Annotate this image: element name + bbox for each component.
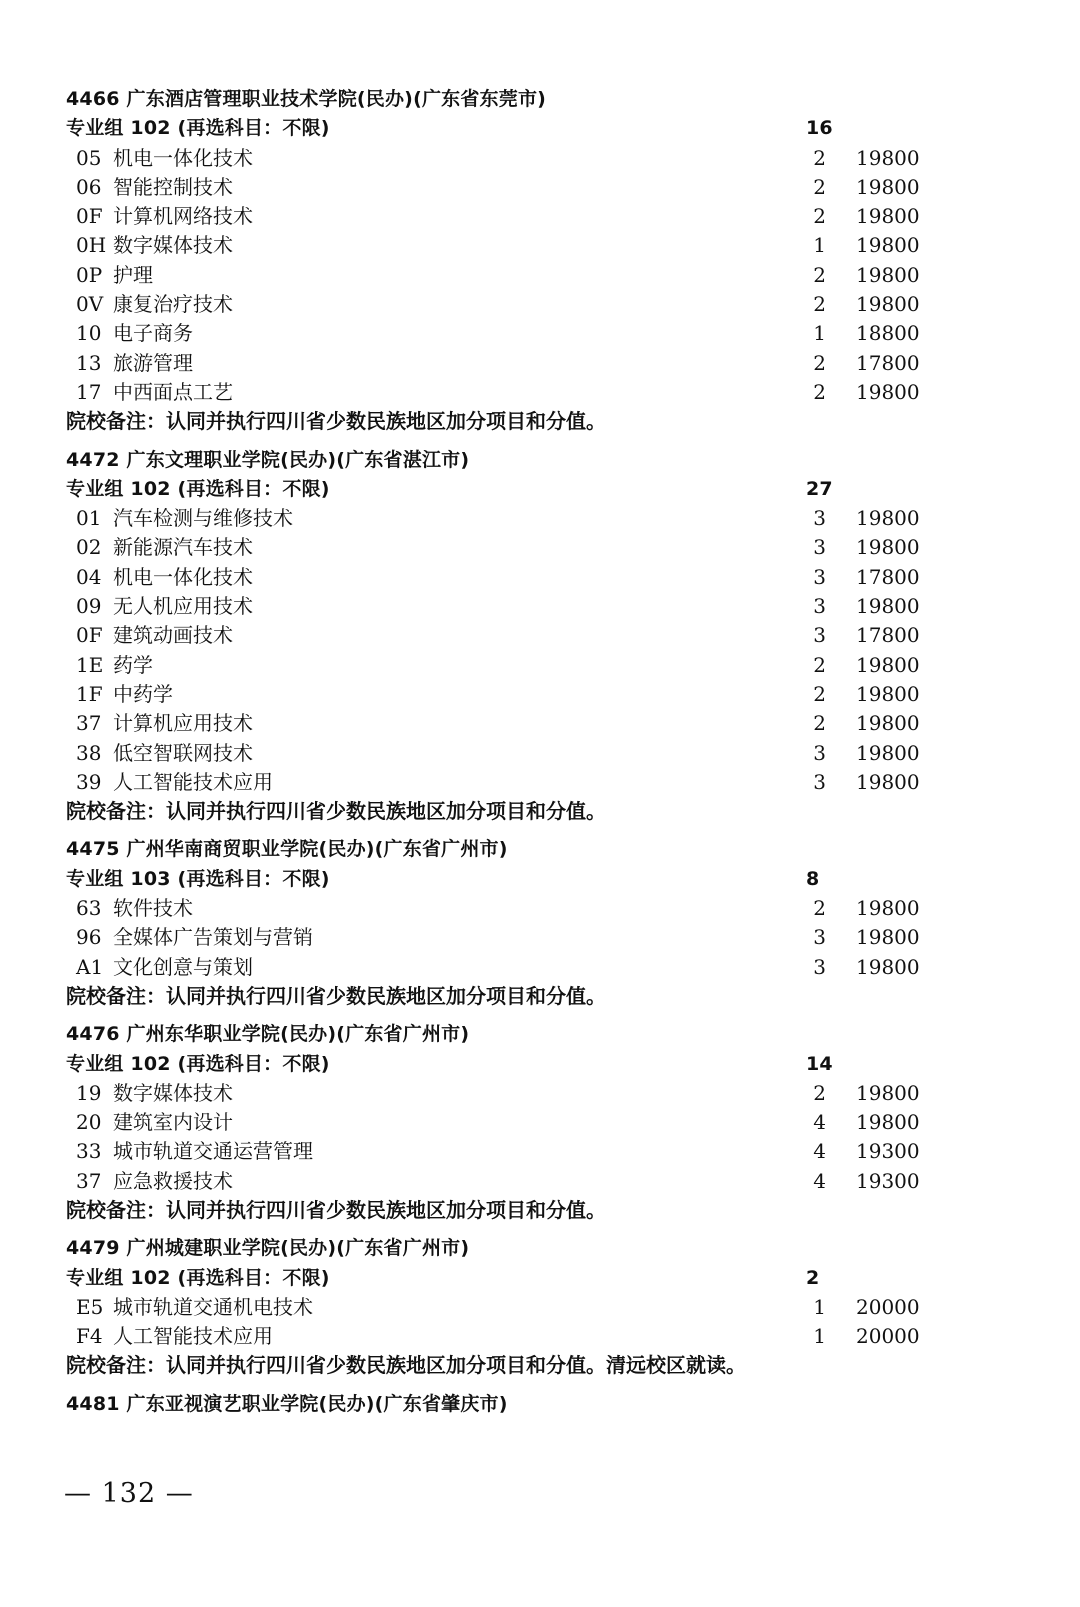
major-row — [66, 739, 966, 768]
major-name: 软件技术 — [113, 896, 193, 921]
major-name: 康复治疗技术 — [113, 292, 233, 317]
major-row — [66, 768, 966, 797]
major-group-row — [66, 1264, 966, 1293]
major-group-count: 8 — [806, 867, 820, 890]
major-tuition-fee: 19800 — [856, 740, 920, 765]
major-name: 药学 — [113, 652, 153, 677]
major-code: 09 — [76, 594, 102, 619]
major-name: 中药学 — [113, 681, 173, 706]
major-plan-count: 1 — [813, 1294, 826, 1319]
block-spacer — [66, 1225, 966, 1234]
major-name: 建筑室内设计 — [113, 1110, 233, 1135]
major-tuition-fee: 17800 — [856, 564, 920, 589]
major-code: 01 — [76, 506, 102, 531]
major-code: 20 — [76, 1110, 102, 1135]
major-plan-count: 4 — [813, 1168, 826, 1193]
institution-block — [66, 826, 966, 1011]
institution-note: 院校备注：认同并执行四川省少数民族地区加分项目和分值。 — [66, 1197, 606, 1222]
major-tuition-fee: 19300 — [856, 1168, 920, 1193]
institution-note: 院校备注：认同并执行四川省少数民族地区加分项目和分值。 — [66, 409, 606, 434]
institution-block — [66, 1011, 966, 1225]
major-plan-count: 2 — [813, 292, 826, 317]
block-spacer — [66, 1011, 966, 1020]
major-code: 10 — [76, 321, 102, 346]
institution-note: 院校备注：认同并执行四川省少数民族地区加分项目和分值。 — [66, 983, 606, 1008]
major-code: 63 — [76, 896, 102, 921]
major-plan-count: 2 — [813, 711, 826, 736]
major-tuition-fee: 19800 — [856, 594, 920, 619]
major-group-count: 16 — [806, 117, 833, 140]
major-code: 0F — [76, 204, 103, 229]
major-tuition-fee: 19800 — [856, 652, 920, 677]
major-tuition-fee: 19800 — [856, 925, 920, 950]
major-code: 02 — [76, 535, 102, 560]
major-code: A1 — [76, 954, 104, 979]
major-row — [66, 953, 966, 982]
major-code: 1F — [76, 681, 103, 706]
major-name: 应急救援技术 — [113, 1168, 233, 1193]
major-code: 13 — [76, 350, 102, 375]
major-row — [66, 894, 966, 923]
major-row — [66, 923, 966, 952]
major-row — [66, 592, 966, 621]
major-group-label: 专业组 102 (再选科目：不限) — [66, 1266, 330, 1289]
major-row — [66, 173, 966, 202]
block-spacer — [66, 437, 966, 446]
major-code: 0V — [76, 292, 104, 317]
major-tuition-fee: 19800 — [856, 145, 920, 170]
major-row — [66, 290, 966, 319]
major-tuition-fee: 19800 — [856, 233, 920, 258]
major-plan-count: 3 — [813, 535, 826, 560]
major-group-label: 专业组 102 (再选科目：不限) — [66, 117, 330, 140]
major-name: 汽车检测与维修技术 — [113, 506, 293, 531]
major-plan-count: 3 — [813, 564, 826, 589]
institution-block — [66, 1381, 966, 1419]
major-row — [66, 680, 966, 709]
major-plan-count: 2 — [813, 379, 826, 404]
major-name: 低空智联网技术 — [113, 740, 253, 765]
institution-note: 院校备注：认同并执行四川省少数民族地区加分项目和分值。 — [66, 799, 606, 824]
major-plan-count: 1 — [813, 321, 826, 346]
major-name: 文化创意与策划 — [113, 954, 253, 979]
block-spacer — [66, 826, 966, 835]
major-code: 06 — [76, 174, 102, 199]
major-row — [66, 319, 966, 348]
major-tuition-fee: 17800 — [856, 350, 920, 375]
major-group-label: 专业组 103 (再选科目：不限) — [66, 867, 330, 890]
major-plan-count: 4 — [813, 1139, 826, 1164]
major-group-label: 专业组 102 (再选科目：不限) — [66, 1052, 330, 1075]
major-code: 33 — [76, 1139, 102, 1164]
major-group-row — [66, 475, 966, 504]
major-name: 新能源汽车技术 — [113, 535, 253, 560]
major-row — [66, 1167, 966, 1196]
major-name: 机电一体化技术 — [113, 145, 253, 170]
major-name: 电子商务 — [113, 321, 193, 346]
major-name: 计算机网络技术 — [113, 204, 253, 229]
major-plan-count: 2 — [813, 262, 826, 287]
institution-note: 院校备注：认同并执行四川省少数民族地区加分项目和分值。清远校区就读。 — [66, 1353, 746, 1378]
major-row — [66, 1079, 966, 1108]
institution-title: 4476 广州东华职业学院(民办)(广东省广州市) — [66, 1023, 470, 1046]
major-row — [66, 1322, 966, 1351]
major-name: 人工智能技术应用 — [113, 769, 273, 794]
page-number: — 132 — — [64, 1478, 194, 1509]
major-plan-count: 1 — [813, 1324, 826, 1349]
major-code: F4 — [76, 1324, 103, 1349]
major-name: 城市轨道交通运营管理 — [113, 1139, 313, 1164]
major-tuition-fee: 20000 — [856, 1324, 920, 1349]
major-code: 05 — [76, 145, 102, 170]
major-code: E5 — [76, 1294, 104, 1319]
major-code: 04 — [76, 564, 102, 589]
major-tuition-fee: 19800 — [856, 292, 920, 317]
major-tuition-fee: 19800 — [856, 769, 920, 794]
institution-block — [66, 1225, 966, 1380]
major-tuition-fee: 17800 — [856, 623, 920, 648]
major-tuition-fee: 19800 — [856, 1080, 920, 1105]
major-row — [66, 378, 966, 407]
major-code: 37 — [76, 1168, 102, 1193]
major-tuition-fee: 19800 — [856, 896, 920, 921]
major-plan-count: 3 — [813, 740, 826, 765]
major-plan-count: 1 — [813, 233, 826, 258]
major-plan-count: 3 — [813, 506, 826, 531]
major-tuition-fee: 20000 — [856, 1294, 920, 1319]
major-plan-count: 3 — [813, 954, 826, 979]
major-row — [66, 651, 966, 680]
major-code: 17 — [76, 379, 102, 404]
institution-title: 4475 广州华南商贸职业学院(民办)(广东省广州市) — [66, 838, 508, 861]
institution-block — [66, 85, 966, 437]
major-name: 城市轨道交通机电技术 — [113, 1294, 313, 1319]
major-plan-count: 2 — [813, 174, 826, 199]
major-plan-count: 3 — [813, 925, 826, 950]
block-spacer — [66, 1381, 966, 1390]
major-plan-count: 3 — [813, 594, 826, 619]
major-row — [66, 709, 966, 738]
major-code: 39 — [76, 769, 102, 794]
major-name: 智能控制技术 — [113, 174, 233, 199]
major-tuition-fee: 19800 — [856, 506, 920, 531]
major-tuition-fee: 19800 — [856, 262, 920, 287]
institution-title: 4479 广州城建职业学院(民办)(广东省广州市) — [66, 1237, 470, 1260]
major-row — [66, 533, 966, 562]
major-row — [66, 144, 966, 173]
major-plan-count: 2 — [813, 896, 826, 921]
major-plan-count: 2 — [813, 350, 826, 375]
major-code: 19 — [76, 1080, 102, 1105]
major-row — [66, 231, 966, 260]
major-code: 37 — [76, 711, 102, 736]
major-group-count: 14 — [806, 1052, 833, 1075]
major-row — [66, 1108, 966, 1137]
major-group-row — [66, 114, 966, 143]
major-row — [66, 261, 966, 290]
major-plan-count: 2 — [813, 681, 826, 706]
major-group-row — [66, 1050, 966, 1079]
major-name: 机电一体化技术 — [113, 564, 253, 589]
major-tuition-fee: 19800 — [856, 174, 920, 199]
institution-title: 4466 广东酒店管理职业技术学院(民办)(广东省东莞市) — [66, 88, 547, 110]
major-row — [66, 504, 966, 533]
major-name: 无人机应用技术 — [113, 594, 253, 619]
institution-block — [66, 437, 966, 827]
major-tuition-fee: 19300 — [856, 1139, 920, 1164]
major-name: 中西面点工艺 — [113, 379, 233, 404]
major-row — [66, 202, 966, 231]
major-plan-count: 2 — [813, 204, 826, 229]
major-code: 0H — [76, 233, 107, 258]
major-row — [66, 1293, 966, 1322]
major-tuition-fee: 18800 — [856, 321, 920, 346]
major-name: 护理 — [113, 262, 153, 287]
major-row — [66, 563, 966, 592]
major-group-row — [66, 865, 966, 894]
major-plan-count: 4 — [813, 1110, 826, 1135]
major-name: 建筑动画技术 — [113, 623, 233, 648]
major-group-count: 2 — [806, 1266, 820, 1289]
major-tuition-fee: 19800 — [856, 711, 920, 736]
major-tuition-fee: 19800 — [856, 954, 920, 979]
major-group-count: 27 — [806, 477, 833, 500]
major-plan-count: 2 — [813, 1080, 826, 1105]
major-plan-count: 2 — [813, 145, 826, 170]
major-code: 0F — [76, 623, 103, 648]
major-row — [66, 1137, 966, 1166]
major-plan-count: 3 — [813, 623, 826, 648]
major-tuition-fee: 19800 — [856, 535, 920, 560]
major-name: 数字媒体技术 — [113, 1080, 233, 1105]
major-name: 全媒体广告策划与营销 — [113, 925, 313, 950]
major-name: 计算机应用技术 — [113, 711, 253, 736]
major-tuition-fee: 19800 — [856, 204, 920, 229]
major-row — [66, 621, 966, 650]
institution-title: 4472 广东文理职业学院(民办)(广东省湛江市) — [66, 448, 470, 471]
document-body — [66, 85, 966, 1419]
major-name: 旅游管理 — [113, 350, 193, 375]
major-plan-count: 2 — [813, 652, 826, 677]
major-code: 96 — [76, 925, 102, 950]
major-tuition-fee: 19800 — [856, 681, 920, 706]
major-name: 数字媒体技术 — [113, 233, 233, 258]
major-code: 38 — [76, 740, 102, 765]
major-tuition-fee: 19800 — [856, 379, 920, 404]
major-tuition-fee: 19800 — [856, 1110, 920, 1135]
major-name: 人工智能技术应用 — [113, 1324, 273, 1349]
major-code: 0P — [76, 262, 103, 287]
institution-title: 4481 广东亚视演艺职业学院(民办)(广东省肇庆市) — [66, 1392, 508, 1415]
major-plan-count: 3 — [813, 769, 826, 794]
major-row — [66, 349, 966, 378]
major-code: 1E — [76, 652, 104, 677]
major-group-label: 专业组 102 (再选科目：不限) — [66, 477, 330, 500]
